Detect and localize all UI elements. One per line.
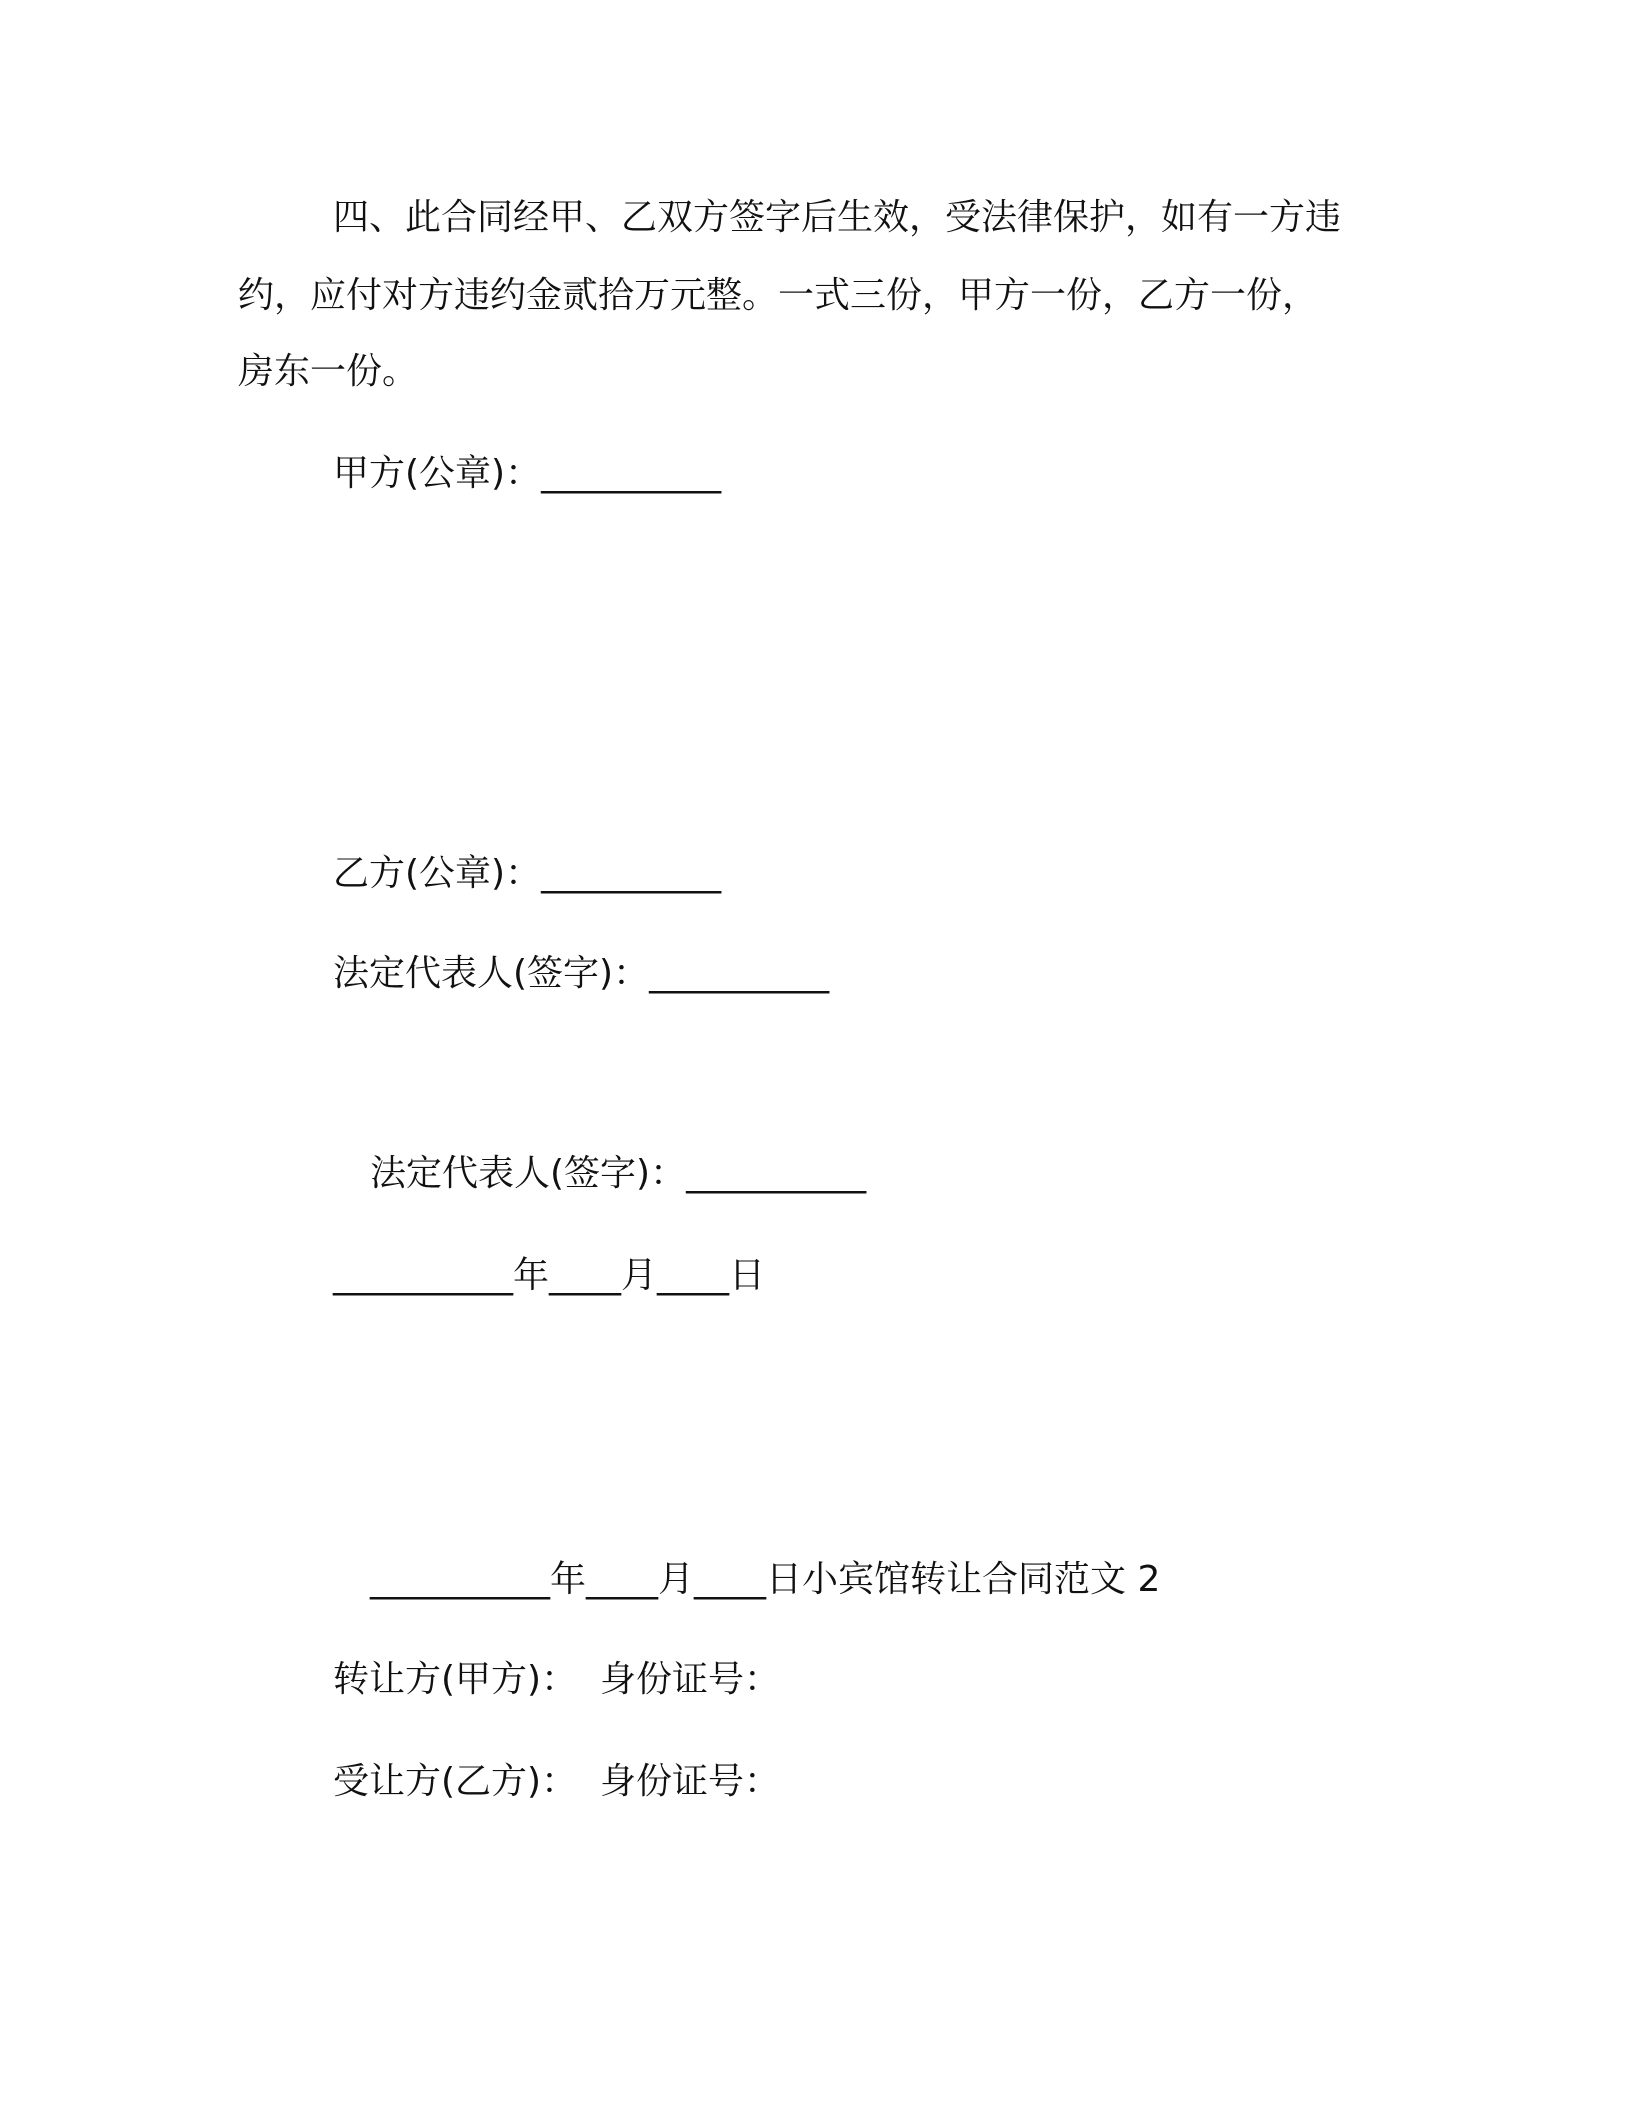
- legal-representative-signature-2: 法定代表人(签字)：__________: [370, 1153, 867, 1194]
- party-a-seal: 甲方(公章)：__________: [333, 453, 722, 494]
- date-line: __________年____月____日: [333, 1255, 765, 1296]
- clause-4-line-3: 房东一份。: [238, 351, 419, 392]
- clause-4-line-1: 四、此合同经甲、乙双方签字后生效，受法律保护，如有一方违: [333, 197, 1342, 238]
- transferor-line: 转让方(甲方)： 身份证号：: [333, 1659, 780, 1700]
- contract-2-title: __________年____月____日小宾馆转让合同范文 2: [370, 1559, 1161, 1600]
- party-b-seal: 乙方(公章)：__________: [333, 853, 722, 894]
- transferee-line: 受让方(乙方)： 身份证号：: [333, 1761, 780, 1802]
- clause-4-line-2: 约，应付对方违约金贰拾万元整。一式三份，甲方一份，乙方一份，: [238, 275, 1319, 316]
- legal-representative-signature-1: 法定代表人(签字)：__________: [333, 953, 830, 994]
